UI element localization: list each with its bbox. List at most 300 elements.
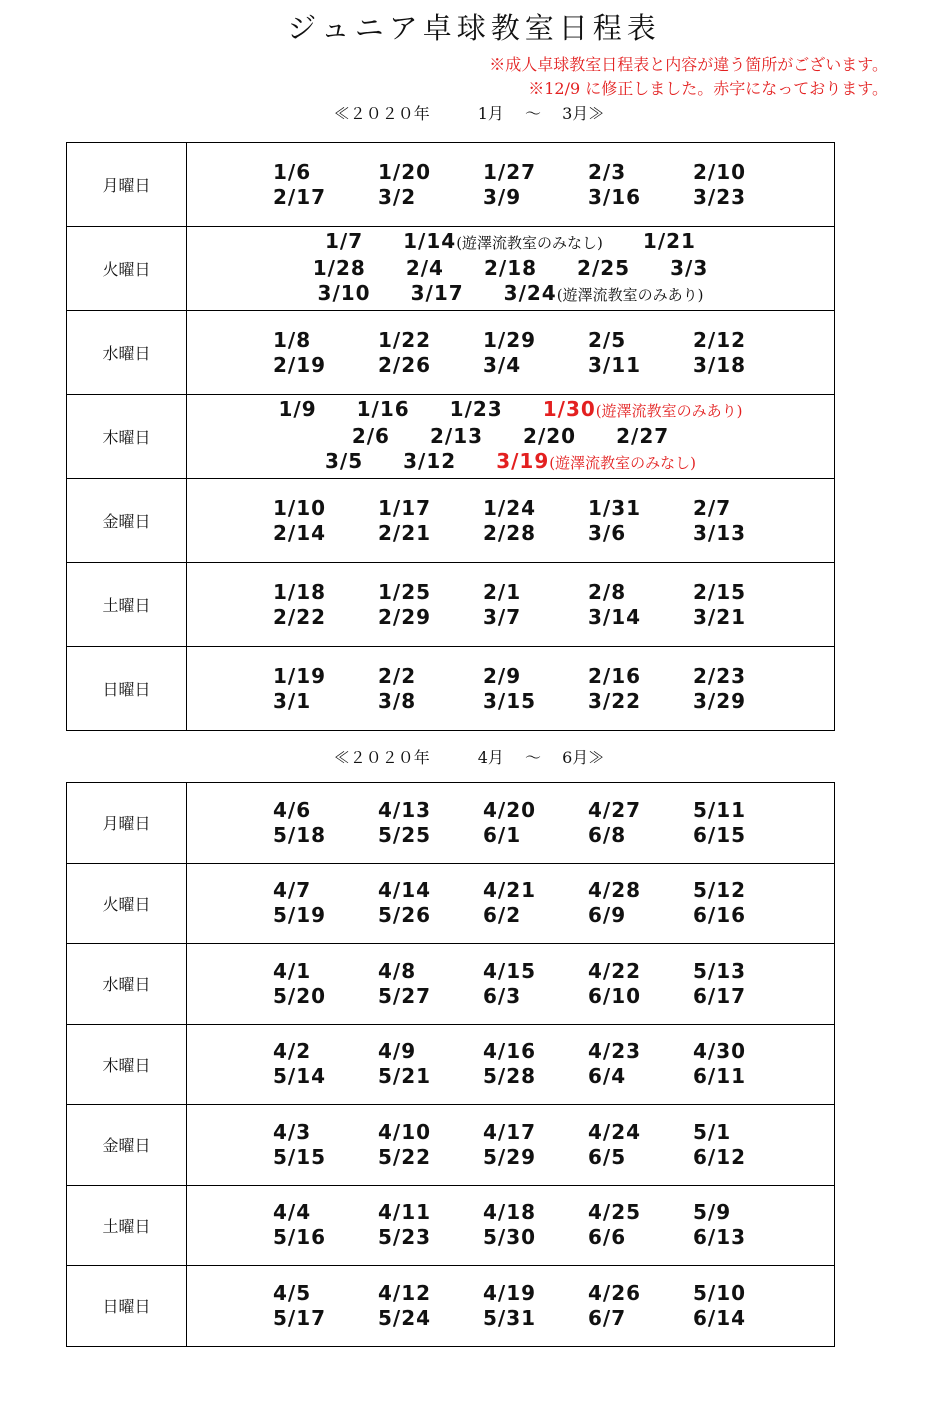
date-entry (693, 903, 798, 928)
date-entry (378, 664, 483, 689)
date-text: 3/22 (588, 688, 642, 713)
date-line (187, 1281, 834, 1306)
date-text: 1/17 (378, 495, 432, 520)
date-text: 3/14 (588, 604, 642, 629)
date-text: 1/19 (273, 663, 327, 688)
date-entry (378, 1039, 483, 1064)
date-text: 4/3 (273, 1119, 312, 1144)
date-line (187, 521, 834, 546)
date-text: 1/6 (273, 159, 312, 184)
date-text: 4/10 (378, 1119, 432, 1144)
date-text: 4/17 (483, 1119, 537, 1144)
schedule-row (67, 1105, 835, 1186)
date-text: 1/9 (278, 397, 317, 421)
date-text: 2/29 (378, 604, 432, 629)
date-text: 5/25 (378, 822, 432, 847)
dates-cell (187, 1024, 835, 1105)
date-entry (325, 229, 363, 256)
date-entry (352, 424, 390, 449)
date-text: 2/28 (483, 520, 537, 545)
date-entry (273, 605, 378, 630)
date-entry (588, 903, 693, 928)
date-text: 1/22 (378, 327, 432, 352)
date-text: 3/23 (693, 184, 747, 209)
date-text: 5/28 (483, 1064, 537, 1089)
date-text: 3/24 (503, 281, 557, 305)
date-entry (273, 185, 378, 210)
date-entry (483, 984, 588, 1009)
date-entry (357, 397, 410, 424)
date-line (187, 984, 834, 1009)
date-entry (378, 959, 483, 984)
date-text: 6/4 (588, 1064, 627, 1089)
dates-cell (187, 1266, 835, 1347)
date-text: 4/5 (273, 1280, 312, 1305)
date-line (187, 664, 834, 689)
date-text: 2/8 (588, 579, 627, 604)
date-text: 4/2 (273, 1039, 312, 1064)
date-entry (588, 328, 693, 353)
date-entry (378, 521, 483, 546)
date-text: 6/6 (588, 1225, 627, 1250)
date-text: 4/23 (588, 1039, 642, 1064)
date-line (187, 328, 834, 353)
dates-cell (187, 395, 835, 479)
date-text: 5/15 (273, 1144, 327, 1169)
date-entry (483, 1120, 588, 1145)
date-entry (273, 878, 378, 903)
date-line (187, 580, 834, 605)
date-line (187, 185, 834, 210)
dates-cell (187, 944, 835, 1025)
date-line (187, 1039, 834, 1064)
date-entry (484, 256, 537, 281)
date-text: 6/9 (588, 903, 627, 928)
date-text: 2/26 (378, 352, 432, 377)
date-entry (588, 496, 693, 521)
date-text: 5/26 (378, 903, 432, 928)
date-text: 6/12 (693, 1144, 747, 1169)
date-entry (693, 580, 798, 605)
date-line (187, 449, 834, 476)
date-entry (588, 959, 693, 984)
date-entry (523, 424, 576, 449)
schedule-row (67, 1185, 835, 1266)
date-text: 2/10 (693, 159, 747, 184)
date-text: 5/23 (378, 1225, 432, 1250)
date-text: 1/27 (483, 159, 537, 184)
date-entry (378, 496, 483, 521)
date-text: 4/16 (483, 1039, 537, 1064)
schedule-row (67, 863, 835, 944)
weekday-label: 火曜日 (67, 227, 187, 311)
weekday-label: 木曜日 (67, 1024, 187, 1105)
date-line (187, 1145, 834, 1170)
date-text: 4/21 (483, 878, 537, 903)
date-entry (483, 1064, 588, 1089)
date-entry (693, 521, 798, 546)
date-entry (273, 328, 378, 353)
date-text: 4/8 (378, 958, 417, 983)
date-line (187, 1064, 834, 1089)
weekday-label: 金曜日 (67, 1105, 187, 1186)
date-line (187, 496, 834, 521)
weekday-label: 月曜日 (67, 143, 187, 227)
date-entry (483, 580, 588, 605)
date-text: 6/5 (588, 1144, 627, 1169)
date-entry (693, 1306, 798, 1331)
schedule-row (67, 783, 835, 864)
date-text: 6/15 (693, 822, 747, 847)
date-entry (670, 256, 708, 281)
date-entry (378, 1281, 483, 1306)
date-entry (483, 664, 588, 689)
date-line (187, 397, 834, 424)
date-entry (693, 1200, 798, 1225)
date-note: (遊澤流教室のみなし) (549, 454, 696, 472)
date-text: 3/9 (483, 184, 522, 209)
date-text: 3/29 (693, 688, 747, 713)
date-entry (483, 798, 588, 823)
date-text: 4/12 (378, 1280, 432, 1305)
date-text: 5/16 (273, 1225, 327, 1250)
notice-revision: ※12/9 に修正しました。赤字になっております。 (528, 79, 888, 98)
date-entry (588, 1281, 693, 1306)
date-entry (378, 984, 483, 1009)
schedule-table-q2 (66, 782, 835, 1347)
date-text: 4/18 (483, 1200, 537, 1225)
date-text: 3/4 (483, 352, 522, 377)
date-entry (483, 328, 588, 353)
date-entry (378, 1064, 483, 1089)
date-text: 4/19 (483, 1280, 537, 1305)
date-text: 4/11 (378, 1200, 432, 1225)
date-text: 3/12 (403, 449, 457, 473)
date-text: 5/31 (483, 1305, 537, 1330)
schedule-row (67, 395, 835, 479)
date-entry (693, 1039, 798, 1064)
date-entry (483, 1225, 588, 1250)
weekday-label: 日曜日 (67, 1266, 187, 1347)
date-entry (403, 229, 603, 256)
date-text: 2/18 (483, 256, 538, 280)
date-entry (273, 1306, 378, 1331)
date-line (187, 959, 834, 984)
date-text: 4/13 (378, 797, 432, 822)
date-text: 4/24 (588, 1119, 642, 1144)
date-entry (588, 1039, 693, 1064)
date-text: 5/17 (273, 1305, 327, 1330)
date-line (187, 823, 834, 848)
date-text: 4/22 (588, 958, 642, 983)
date-entry (483, 903, 588, 928)
date-line (187, 1225, 834, 1250)
date-text: 1/25 (378, 579, 432, 604)
date-entry (483, 1306, 588, 1331)
date-text: 5/12 (693, 878, 747, 903)
date-entry (378, 823, 483, 848)
date-text: 2/25 (577, 256, 631, 280)
date-text: 5/10 (693, 1280, 747, 1305)
schedule-table-q1 (66, 142, 835, 731)
date-text: 3/7 (483, 604, 522, 629)
dates-cell (187, 143, 835, 227)
date-text: 2/19 (273, 352, 327, 377)
date-text: 6/8 (588, 822, 627, 847)
dates-cell (187, 1105, 835, 1186)
schedule-row (67, 1024, 835, 1105)
date-text: 4/7 (273, 878, 312, 903)
date-text: 4/6 (273, 797, 312, 822)
date-entry (588, 1306, 693, 1331)
date-entry (483, 353, 588, 378)
date-text: 2/14 (273, 520, 327, 545)
date-entry (577, 256, 630, 281)
date-text: 3/3 (670, 256, 709, 280)
date-text: 5/21 (378, 1064, 432, 1089)
date-entry (273, 1281, 378, 1306)
date-entry (693, 823, 798, 848)
dates-cell (187, 479, 835, 563)
period-heading-q1: ≪２０２０年 1月 ～ 3月≫ (333, 104, 605, 123)
date-text: 6/3 (483, 983, 522, 1008)
date-entry (588, 1064, 693, 1089)
date-entry (313, 256, 366, 281)
date-entry (483, 1200, 588, 1225)
date-text: 2/16 (588, 663, 642, 688)
date-entry (273, 984, 378, 1009)
date-entry (693, 605, 798, 630)
date-text: 4/27 (588, 797, 642, 822)
date-entry (643, 229, 696, 256)
date-text: 3/11 (588, 352, 642, 377)
date-entry (378, 878, 483, 903)
date-entry (588, 185, 693, 210)
date-text: 6/10 (588, 983, 642, 1008)
date-entry (403, 449, 456, 476)
weekday-label: 日曜日 (67, 647, 187, 731)
date-entry (693, 664, 798, 689)
page-title: ジュニア卓球教室日程表 (287, 11, 661, 45)
weekday-label: 水曜日 (67, 944, 187, 1025)
date-entry (450, 397, 503, 424)
date-entry (693, 496, 798, 521)
date-text: 5/1 (693, 1119, 732, 1144)
date-text: 1/8 (273, 327, 312, 352)
date-entry (693, 798, 798, 823)
date-text: 1/23 (449, 397, 503, 421)
date-line (187, 160, 834, 185)
date-text: 2/27 (616, 424, 670, 448)
date-entry (318, 281, 371, 308)
date-text: 2/17 (273, 184, 327, 209)
date-text: 5/22 (378, 1144, 432, 1169)
date-entry (378, 328, 483, 353)
weekday-label: 土曜日 (67, 563, 187, 647)
date-text: 2/5 (588, 327, 627, 352)
date-entry (378, 1120, 483, 1145)
date-text: 3/18 (693, 352, 747, 377)
date-entry (588, 1145, 693, 1170)
date-line (187, 353, 834, 378)
date-text: 6/11 (693, 1064, 747, 1089)
date-entry (693, 185, 798, 210)
date-text: 4/14 (378, 878, 432, 903)
date-line (187, 903, 834, 928)
date-text: 4/26 (588, 1280, 642, 1305)
date-entry (483, 605, 588, 630)
date-line (187, 229, 834, 256)
date-text: 2/13 (429, 424, 484, 448)
date-text: 1/16 (356, 397, 410, 421)
date-text: 6/14 (693, 1305, 747, 1330)
date-entry (378, 1200, 483, 1225)
date-text: 2/20 (523, 424, 577, 448)
schedule-row (67, 143, 835, 227)
date-line (187, 798, 834, 823)
date-text: 6/7 (588, 1305, 627, 1330)
date-text: 3/19 (496, 449, 550, 473)
date-entry (273, 1145, 378, 1170)
date-entry (273, 1064, 378, 1089)
date-entry (273, 353, 378, 378)
date-entry (693, 959, 798, 984)
date-text: 4/30 (693, 1039, 747, 1064)
date-entry (273, 580, 378, 605)
date-text: 2/9 (483, 663, 522, 688)
date-entry (273, 521, 378, 546)
date-note: (遊澤流教室のみなし) (456, 234, 603, 252)
date-text: 3/8 (378, 688, 417, 713)
date-entry (378, 1306, 483, 1331)
date-entry (616, 424, 669, 449)
date-text: 3/1 (273, 688, 312, 713)
date-entry (273, 903, 378, 928)
schedule-row (67, 944, 835, 1025)
date-entry (273, 1120, 378, 1145)
date-line (187, 689, 834, 714)
date-entry (483, 1039, 588, 1064)
date-text: 5/24 (378, 1305, 432, 1330)
date-text: 1/28 (312, 256, 366, 280)
date-text: 1/7 (325, 229, 364, 253)
date-text: 5/14 (273, 1064, 327, 1089)
date-entry (496, 449, 696, 476)
date-entry (588, 798, 693, 823)
date-entry (483, 160, 588, 185)
date-entry (378, 605, 483, 630)
date-entry (588, 521, 693, 546)
date-entry (273, 689, 378, 714)
date-entry (378, 1145, 483, 1170)
date-text: 3/16 (588, 184, 642, 209)
date-entry (588, 605, 693, 630)
date-entry (483, 823, 588, 848)
date-entry (406, 256, 444, 281)
date-entry (278, 397, 316, 424)
date-text: 1/21 (642, 229, 696, 253)
weekday-label: 水曜日 (67, 311, 187, 395)
date-line (187, 256, 834, 281)
date-text: 4/28 (588, 878, 642, 903)
dates-cell (187, 783, 835, 864)
date-text: 5/30 (483, 1225, 537, 1250)
date-text: 6/2 (483, 903, 522, 928)
date-text: 4/1 (273, 958, 312, 983)
date-text: 1/20 (378, 159, 432, 184)
date-text: 2/22 (273, 604, 327, 629)
date-entry (483, 878, 588, 903)
date-text: 3/2 (378, 184, 417, 209)
date-entry (693, 1225, 798, 1250)
date-text: 5/9 (693, 1200, 732, 1225)
date-entry (588, 160, 693, 185)
date-text: 2/6 (351, 424, 390, 448)
date-entry (273, 496, 378, 521)
date-text: 3/5 (325, 449, 364, 473)
date-entry (273, 160, 378, 185)
date-entry (273, 1225, 378, 1250)
date-text: 4/25 (588, 1200, 642, 1225)
date-entry (273, 959, 378, 984)
date-text: 5/20 (273, 983, 327, 1008)
schedule-row (67, 479, 835, 563)
date-entry (483, 521, 588, 546)
weekday-label: 土曜日 (67, 1185, 187, 1266)
date-entry (273, 1039, 378, 1064)
date-entry (325, 449, 363, 476)
date-text: 6/16 (693, 903, 747, 928)
date-entry (588, 1225, 693, 1250)
date-text: 3/15 (483, 688, 537, 713)
dates-cell (187, 647, 835, 731)
dates-cell (187, 863, 835, 944)
date-entry (378, 798, 483, 823)
date-entry (588, 823, 693, 848)
period-heading-q2: ≪２０２０年 4月 ～ 6月≫ (333, 748, 605, 767)
date-entry (693, 160, 798, 185)
date-entry (588, 353, 693, 378)
date-text: 6/13 (693, 1225, 747, 1250)
date-text: 2/23 (693, 663, 747, 688)
date-text: 5/19 (273, 903, 327, 928)
date-text: 2/3 (588, 159, 627, 184)
date-text: 2/2 (378, 663, 417, 688)
schedule-row (67, 1266, 835, 1347)
date-text: 1/24 (483, 495, 537, 520)
date-text: 5/13 (693, 958, 747, 983)
date-entry (588, 1120, 693, 1145)
weekday-label: 金曜日 (67, 479, 187, 563)
dates-cell (187, 311, 835, 395)
weekday-label: 火曜日 (67, 863, 187, 944)
date-text: 5/27 (378, 983, 432, 1008)
date-text: 6/17 (693, 983, 747, 1008)
date-entry (588, 664, 693, 689)
date-line (187, 1306, 834, 1331)
date-text: 1/31 (588, 495, 642, 520)
date-entry (483, 185, 588, 210)
schedule-row (67, 227, 835, 311)
date-entry (588, 689, 693, 714)
dates-cell (187, 1185, 835, 1266)
date-entry (378, 580, 483, 605)
date-entry (430, 424, 483, 449)
date-text: 1/10 (273, 495, 327, 520)
date-entry (693, 1120, 798, 1145)
date-entry (693, 1281, 798, 1306)
date-line (187, 424, 834, 449)
